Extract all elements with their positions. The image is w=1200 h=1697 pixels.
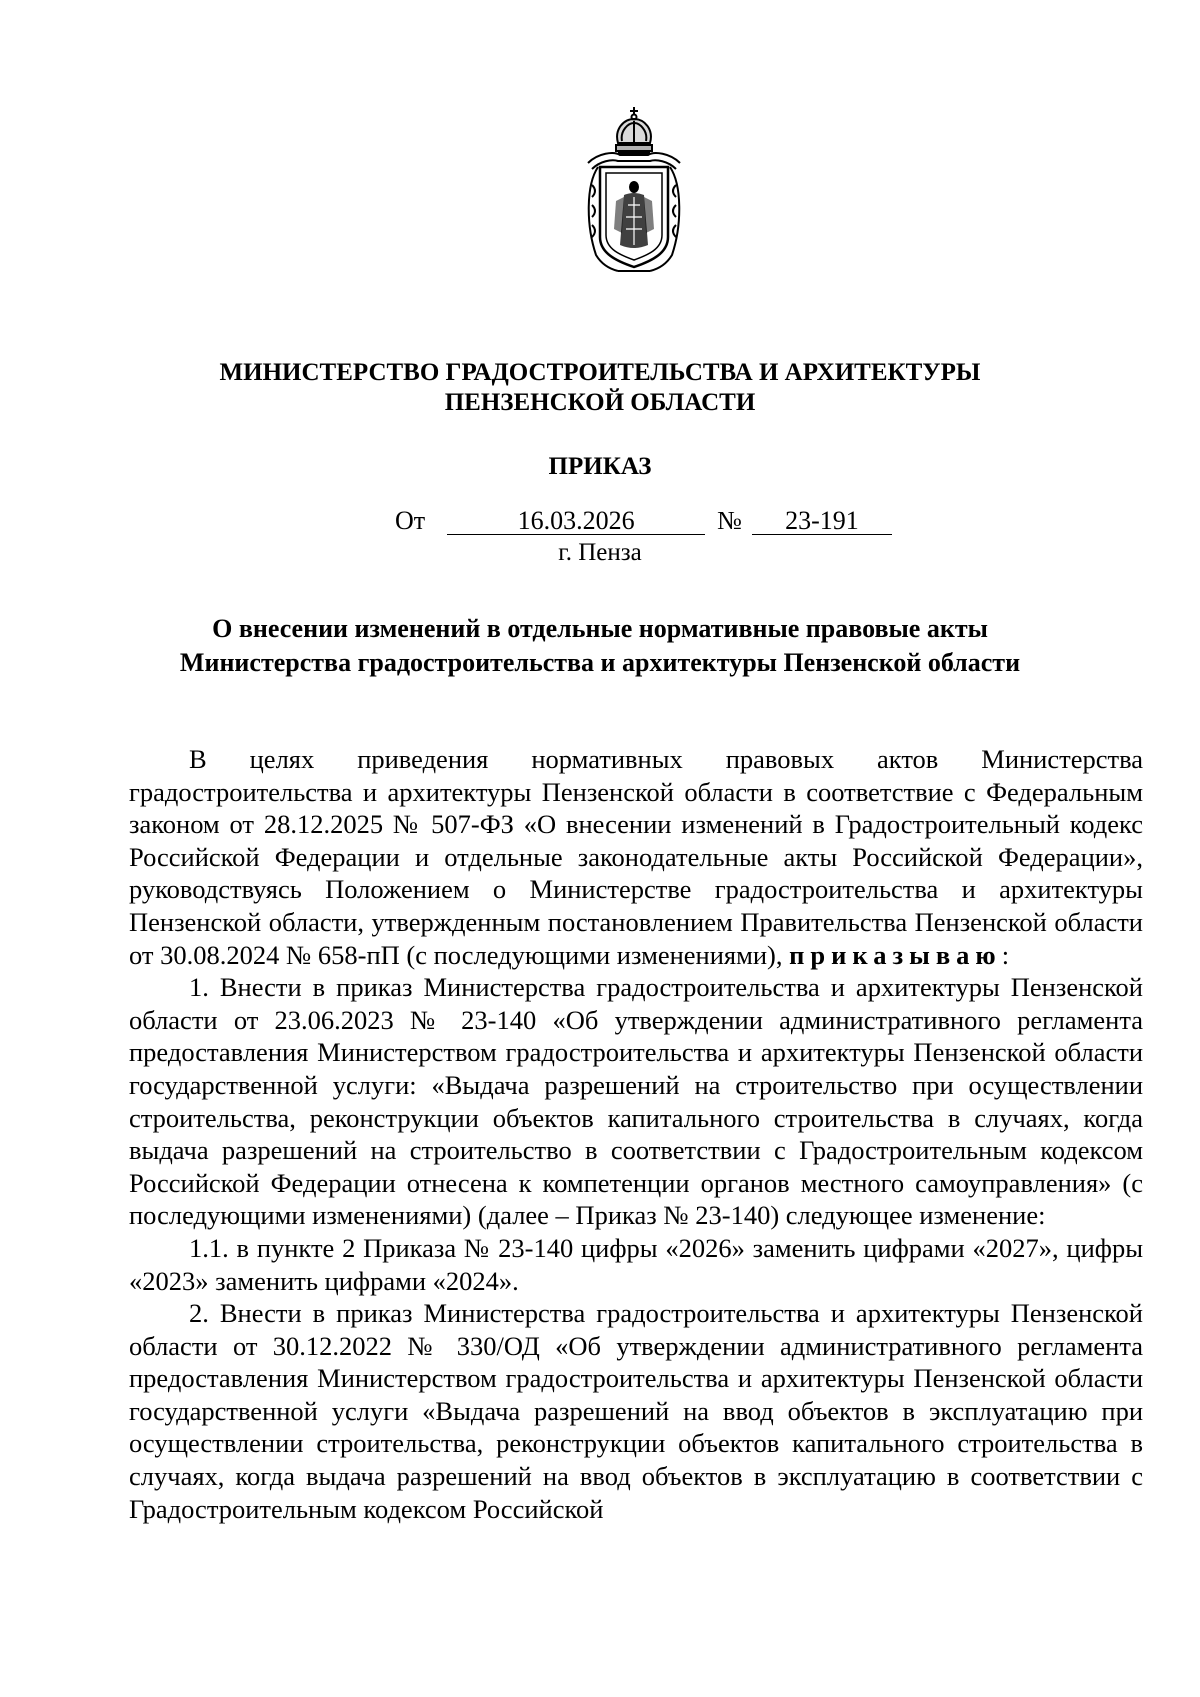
document-type: ПРИКАЗ bbox=[548, 453, 652, 480]
subject-line2: Министерства градостроительства и архитектуры Пензенской области bbox=[179, 648, 1021, 677]
preamble-end: : bbox=[1001, 939, 1010, 970]
document-subject bbox=[0, 612, 1200, 680]
order-word: приказываю bbox=[789, 939, 1002, 970]
subject-line1: О внесении изменений в отдельные нормативные правовые акты bbox=[212, 614, 988, 643]
ministry-name bbox=[0, 358, 1200, 418]
clause-2-paragraph: 2. Внести в приказ Министерства градостроительства и архитектуры Пензенской области от 30.12.2022 № 330/ОД «Об утверждении административного регламента предоставления Министерством градостроительства и архитектуры Пензенской области государственной услуги «Выдача разрешений на ввод объектов в эксплуатацию при осуществлении строительства, реконструкции объектов капитального строительства в случаях, когда выдача разрешений на ввод объектов в эксплуатацию в соответствии с Градостроительным кодексом Российской bbox=[129, 1298, 1143, 1524]
city: г. Пенза bbox=[558, 539, 642, 566]
preamble-paragraph bbox=[129, 743, 1143, 971]
ministry-name-line2: ПЕНЗЕНСКОЙ ОБЛАСТИ bbox=[444, 389, 756, 416]
clause-1-paragraph: 1. Внести в приказ Министерства градостроительства и архитектуры Пензенской области от 23.06.2023 № 23-140 «Об утверждении административного регламента предоставления Министерством градостроительства и архитектуры Пензенской области государственной услуги: «Выдача разрешений на строительство при осуществлении строительства, реконструкции объектов капитального строительства в случаях, когда выдача разрешений на строительство в соответствии с Градостроительным кодексом Российской Федерации отнесена к компетенции органов местного самоуправления» (с последующими изменениями) (далее – Приказ № 23-140) следующее изменение: bbox=[129, 972, 1143, 1231]
number-field: 23-191 bbox=[752, 508, 892, 535]
date-number-line bbox=[395, 506, 892, 536]
number-label: № bbox=[717, 506, 742, 535]
document-body bbox=[129, 743, 1143, 1525]
ministry-name-line1: МИНИСТЕРСТВО ГРАДОСТРОИТЕЛЬСТВА И АРХИТЕКТУРЫ bbox=[219, 359, 981, 386]
clause-1-1-paragraph: 1.1. в пункте 2 Приказа № 23-140 цифры «2026» заменить цифрами «2027», цифры «2023» заменить цифрами «2024». bbox=[129, 1232, 1143, 1296]
penza-region-coat-of-arms-icon bbox=[578, 105, 690, 275]
date-label: От bbox=[395, 506, 426, 535]
preamble-text: В целях приведения нормативных правовых актов Министерства градостроительства и архитектуры Пензенской области в соответствие с Федеральным законом от 28.12.2025 № 507-ФЗ «О внесении изменений в Градостроительный кодекс Российской Федерации и отдельные законодательные акты Российской Федерации», руководствуясь Положением о Министерстве градостроительства и архитектуры Пензенской области, утвержденным постановлением Правительства Пензенской области от 30.08.2024 № 658-пП (с последующими изменениями), bbox=[129, 744, 1143, 970]
date-field: 16.03.2026 bbox=[447, 508, 705, 535]
